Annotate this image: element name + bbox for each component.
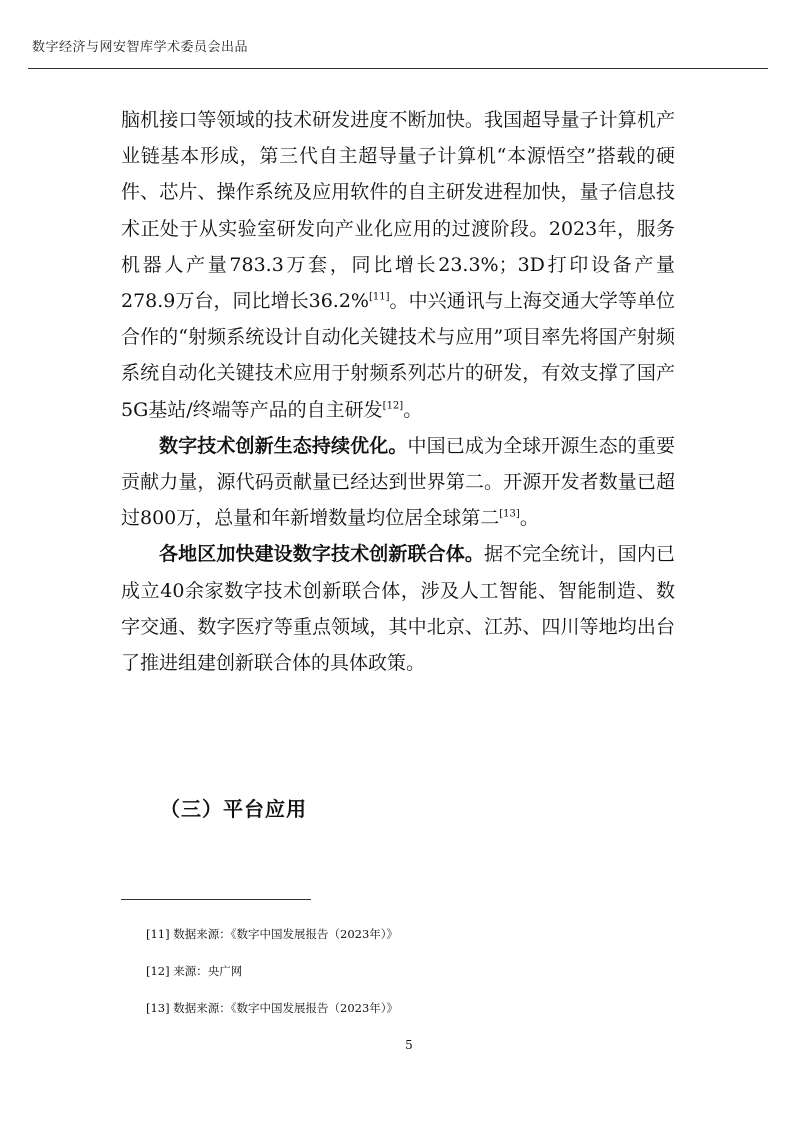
paragraph-text: 。中兴通讯与上海交通大学等单位合作的“射频系统设计自动化关键技术与应用”项目率先将国产射频系统自动化关键技术应用于射频系列芯片的研发，有效支撑了国产5G基站/终端等产品的自主研发 [121, 290, 675, 421]
footnote-ref-12[interactable]: [12] [382, 400, 404, 412]
paragraph-text: 据不完全统计，国内已成立40余家数字技术创新联合体，涉及人工智能、智能制造、数字交通、数字医疗等重点领域，其中北京、江苏、四川等地均出台了推进组建创新联合体的具体政策。 [121, 543, 675, 675]
page-number: 5 [405, 1038, 413, 1052]
paragraph-lead: 各地区加快建设数字技术创新联合体。 [159, 543, 484, 566]
footnotes [146, 924, 666, 1035]
footnote-12: [12] 来源：央广网 [146, 964, 243, 978]
section-heading: （三）平台应用 [160, 797, 307, 821]
footnote-divider [121, 899, 311, 900]
paragraph-text: 脑机接口等领域的技术研发进度不断加快。我国超导量子计算机产业链基本形成，第三代自主超导量子计算机“本源悟空”搭载的硬件、芯片、操作系统及应用软件的自主研发进程加快，量子信息技术正处于从实验室研发向产业化应用的过渡阶段。2023年，服务机器人产量783.3万套，同比增长23.3%；3D打印设备产量278.9万台，同比增长36.2% [121, 109, 675, 313]
paragraph-innovation-consortium [121, 536, 675, 681]
footnote-ref-13[interactable]: [13] [499, 508, 520, 520]
footnote-ref-11[interactable]: [11] [369, 291, 390, 303]
paragraph-text: 。 [403, 398, 423, 421]
paragraph-text: 中国已成为全球开源生态的重要贡献力量，源代码贡献量已经达到世界第二。开源开发者数量已超过800万，总量和年新增数量均位居全球第二 [121, 434, 675, 530]
footnote-13: [13] 数据来源：《数字中国发展报告（2023年）》 [146, 1001, 399, 1015]
body-text [121, 102, 675, 681]
paragraph-lead: 数字技术创新生态持续优化。 [159, 434, 408, 457]
paragraph-text: 。 [519, 507, 539, 530]
paragraph-innovation-ecosystem [121, 428, 675, 537]
footnote-11: [11] 数据来源：《数字中国发展报告（2023年）》 [146, 927, 399, 941]
page-header: 数字经济与网安智库学术委员会出品 [32, 40, 249, 55]
header-divider [28, 68, 768, 69]
paragraph-tech-progress [121, 102, 675, 428]
